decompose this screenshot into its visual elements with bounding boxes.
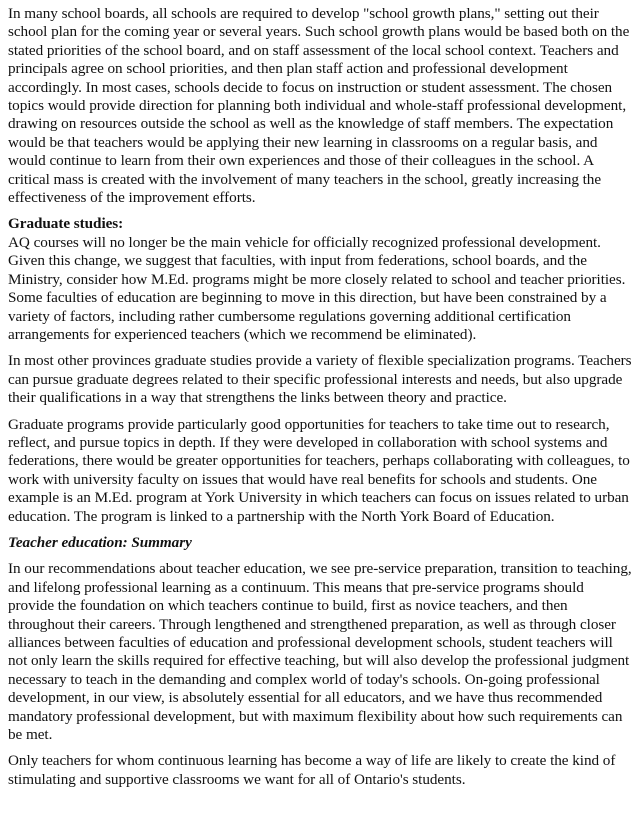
paragraph-aq-courses: AQ courses will no longer be the main vehicle for officially recognized professional development. Given this change, we suggest that faculties, with input from federations, school boards, and the Ministry, consider how M.Ed. programs might be more closely related to school and teacher priorities. Some faculties of education are beginning to move in this direction, but have been constrained by a variety of factors, including rather cumbersome regulations governing additional certification arrangements for experienced teachers (which we recommend be eliminated). — [8, 233, 626, 343]
paragraph-continuous-learning: Only teachers for whom continuous learning has become a way of life are likely to create the kind of stimulating and supportive classrooms we want for all of Ontario's students. — [8, 752, 616, 788]
paragraph-recommendations: In our recommendations about teacher education, we see pre-service preparation, transition to teaching, and lifelong professional learning as a continuum. This means that pre-service programs should provide the foundation on which teachers continue to build, first as novice teachers, and then throughout their careers. Through lengthened and strengthened preparation, as well as through closer alliances between faculties of education and professional development schools, student teachers will not only learn the skills required for effective teaching, but will also develop the professional judgment necessary to teach in the demanding and complex world of today's schools. On-going professional development, in our view, is absolutely essential for all educators, and we have thus recommended mandatory professional development, but with maximum flexibility about how such requirements can be met. — [8, 560, 632, 744]
document-page — [8, 5, 632, 797]
paragraph-graduate-programs: Graduate programs provide particularly good opportunities for teachers to take time out to research, reflect, and pursue topics in depth. If they were developed in collaboration with school systems and federations, there would be greater opportunities for teachers, perhaps collaborating with colleagues, to work with university faculty on issues that would have real benefits for schools and students. One example is an M.Ed. program at York University in which teachers can focus on issues related to urban education. The program is linked to a partnership with the North York Board of Education. — [8, 415, 630, 525]
paragraph-school-growth-plans: In many school boards, all schools are required to develop "school growth plans," setting out their school plan for the coming year or several years. Such school growth plans would be based both on the stated priorities of the school board, and on staff assessment of the local school context. Teachers and principals agree on school priorities, and then plan staff action and professional development accordingly. In most cases, schools decide to focus on instruction or student assessment. The chosen topics would provide direction for planning both individual and whole-staff professional development, drawing on resources outside the school as well as the knowledge of staff members. The expectation would be that teachers would be applying their new learning in classrooms on a regular basis, and would continue to learn from their own experiences and those of their colleagues in the school. A critical mass is created with the involvement of many teachers in the school, greatly increasing the effectiveness of the improvement efforts. — [8, 5, 630, 207]
paragraph-other-provinces: In most other provinces graduate studies provide a variety of flexible specialization programs. Teachers can pursue graduate degrees related to their specific professional interests and needs, but also upgrade their qualifications in a way that strengthens the links between theory and practice. — [8, 352, 632, 407]
heading-teacher-education-summary: Teacher education: Summary — [8, 533, 192, 551]
heading-graduate-studies: Graduate studies: — [8, 215, 124, 233]
